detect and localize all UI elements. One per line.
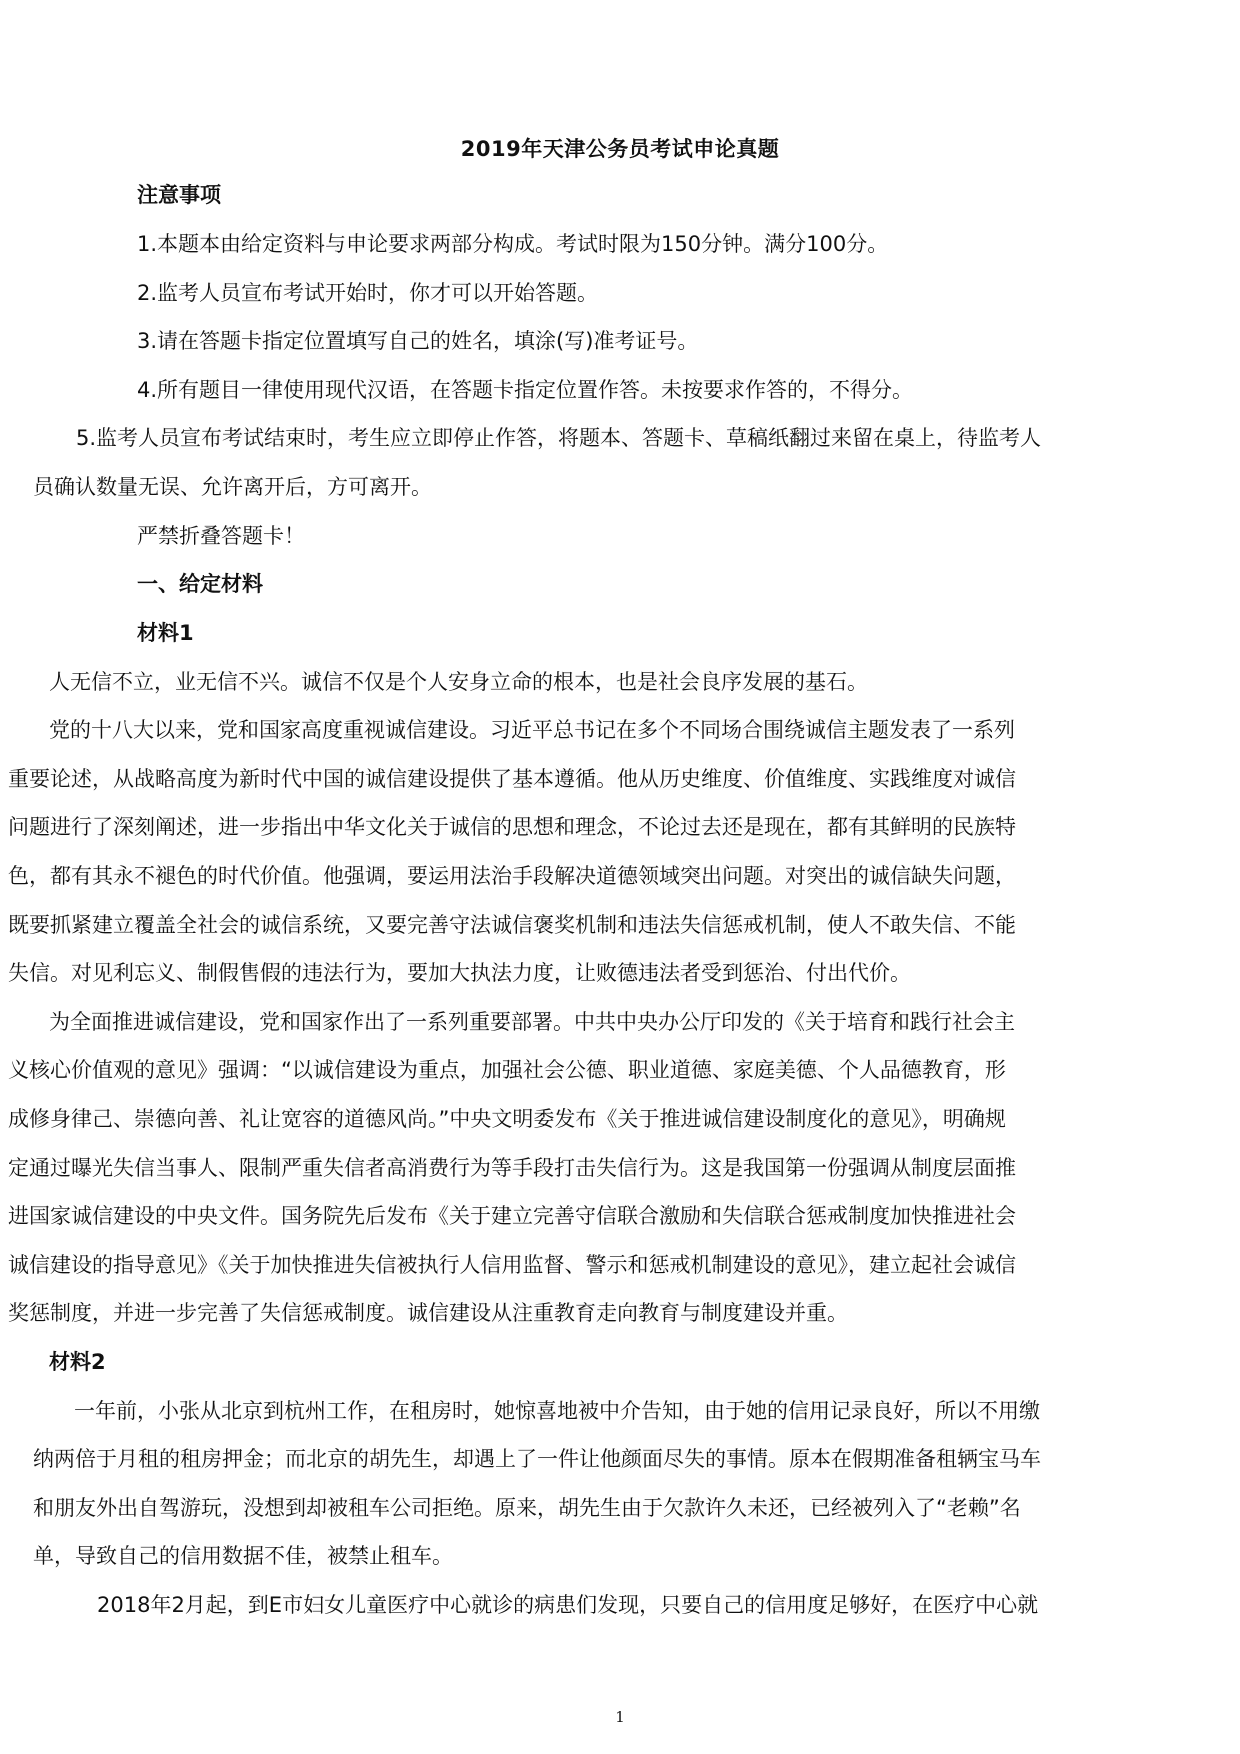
material-1-line: 人无信不立，业无信不兴。诚信不仅是个人安身立命的根本，也是社会良序发展的基石。: [49, 670, 868, 694]
material-1-line: 问题进行了深刻阐述，进一步指出中华文化关于诚信的思想和理念，不论过去还是现在，都有其鲜明的民族特: [8, 815, 1016, 839]
material-1-line: 既要抓紧建立覆盖全社会的诚信系统，又要完善守法诚信褒奖机制和违法失信惩戒机制，使人不敢失信、不能: [8, 913, 1016, 937]
material-1-line: 为全面推进诚信建设，党和国家作出了一系列重要部署。中共中央办公厅印发的《关于培育和践行社会主: [49, 1010, 1015, 1034]
material-1-line: 奖惩制度，并进一步完善了失信惩戒制度。诚信建设从注重教育走向教育与制度建设并重。: [8, 1301, 848, 1325]
material-1-heading: 材料1: [137, 621, 194, 645]
notice-item-3: 3.请在答题卡指定位置填写自己的姓名，填涂(写)准考证号。: [137, 329, 699, 353]
material-1-line: 诚信建设的指导意见》《关于加快推进失信被执行人信用监督、警示和惩戒机制建设的意见》，建立起社会诚信: [8, 1253, 1016, 1277]
material-2-line: 纳两倍于月租的租房押金；而北京的胡先生，却遇上了一件让他颜面尽失的事情。原本在假期准备租辆宝马车: [33, 1447, 1041, 1471]
material-1-line: 成修身律己、崇德向善、礼让宽容的道德风尚。”中央文明委发布《关于推进诚信建设制度化的意见》，明确规: [8, 1107, 1006, 1131]
material-1-line: 失信。对见利忘义、制假售假的违法行为，要加大执法力度，让败德违法者受到惩治、付出代价。: [8, 961, 911, 985]
notice-item-2: 2.监考人员宣布考试开始时，你才可以开始答题。: [137, 281, 599, 305]
section-heading: 一、给定材料: [137, 572, 263, 596]
notice-item-1: 1.本题本由给定资料与申论要求两部分构成。考试时限为150分钟。满分100分。: [137, 232, 889, 256]
material-1-line: 义核心价值观的意见》强调：“以诚信建设为重点，加强社会公德、职业道德、家庭美德、个人品德教育，形: [8, 1058, 1006, 1082]
material-2-line: 和朋友外出自驾游玩，没想到却被租车公司拒绝。原来，胡先生由于欠款许久未还，已经被列入了“老赖”名: [33, 1496, 1021, 1520]
material-2-line: 单，导致自己的信用数据不佳，被禁止租车。: [33, 1544, 453, 1568]
material-1-line: 定通过曝光失信当事人、限制严重失信者高消费行为等手段打击失信行为。这是我国第一份强调从制度层面推: [8, 1156, 1016, 1180]
material-2-line: 2018年2月起，到E市妇女儿童医疗中心就诊的病患们发现，只要自己的信用度足够好，在医疗中心就: [97, 1593, 1039, 1617]
material-2-heading: 材料2: [49, 1350, 106, 1374]
material-1-line: 党的十八大以来，党和国家高度重视诚信建设。习近平总书记在多个不同场合围绕诚信主题发表了一系列: [49, 718, 1015, 742]
page-number: 1: [615, 1708, 625, 1726]
material-2-line: 一年前，小张从北京到杭州工作，在租房时，她惊喜地被中介告知，由于她的信用记录良好，所以不用缴: [74, 1399, 1040, 1423]
notice-item-4: 4.所有题目一律使用现代汉语，在答题卡指定位置作答。未按要求作答的，不得分。: [137, 378, 914, 402]
document-title: 2019年天津公务员考试申论真题: [460, 137, 780, 161]
notice-item-5-continued: 员确认数量无误、允许离开后，方可离开。: [33, 475, 432, 499]
warning-text: 严禁折叠答题卡！: [137, 524, 305, 548]
material-1-line: 色，都有其永不褪色的时代价值。他强调，要运用法治手段解决道德领域突出问题。对突出的诚信缺失问题，: [8, 864, 1016, 888]
notice-heading: 注意事项: [137, 183, 221, 207]
notice-item-5: 5.监考人员宣布考试结束时，考生应立即停止作答，将题本、答题卡、草稿纸翻过来留在桌上，待监考人: [76, 426, 1042, 450]
material-1-line: 进国家诚信建设的中央文件。国务院先后发布《关于建立完善守信联合激励和失信联合惩戒制度加快推进社会: [8, 1204, 1016, 1228]
material-1-line: 重要论述，从战略高度为新时代中国的诚信建设提供了基本遵循。他从历史维度、价值维度、实践维度对诚信: [8, 767, 1016, 791]
